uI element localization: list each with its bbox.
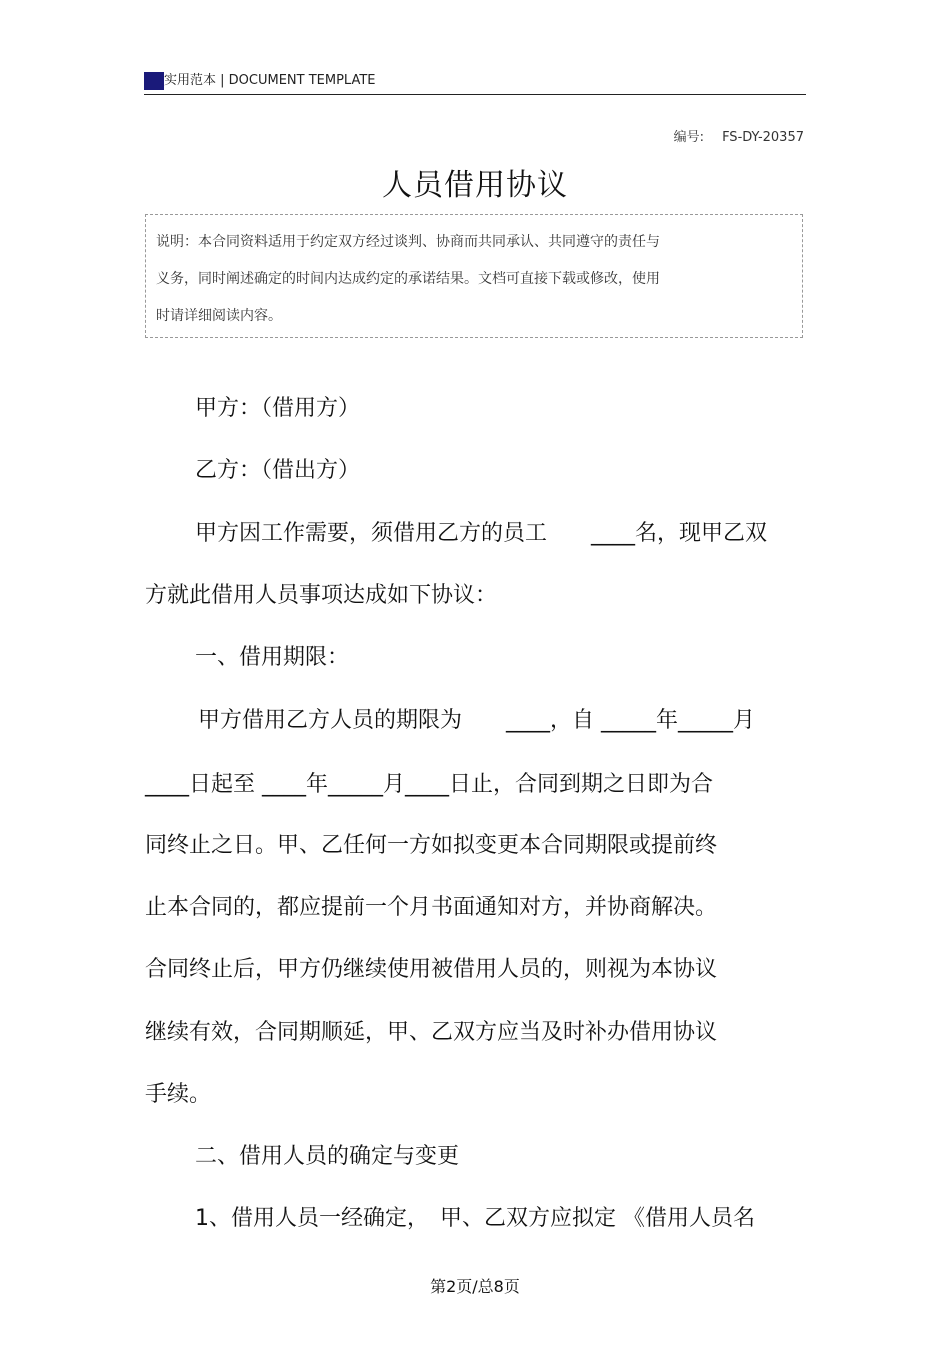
header-text: 实用范本 | DOCUMENT TEMPLATE	[164, 73, 376, 88]
party-b-line: 乙方：（借出方）	[195, 458, 361, 483]
document-number-value: FS-DY-20357	[722, 130, 804, 145]
section-heading: 一、借用期限：	[195, 645, 350, 670]
body-line: 手续。	[145, 1082, 212, 1107]
page-title: 人员借用协议	[382, 168, 568, 203]
document-number-label: 编号:	[673, 130, 705, 145]
document-number	[674, 126, 804, 145]
body-line: 甲方借用乙方人员的期限为 ____，自 _____年_____月	[198, 708, 755, 733]
body-line: 合同终止后，甲方仍继续使用被借用人员的，则视为本协议	[145, 957, 718, 982]
body-line: 甲方因工作需要，须借用乙方的员工 ____名，现甲乙双	[195, 521, 768, 546]
party-a-line: 甲方：（借用方）	[195, 396, 361, 421]
body-line: 同终止之日。甲、乙任何一方如拟变更本合同期限或提前终	[145, 833, 718, 858]
note-line: 义务，同时阐述确定的时间内达成约定的承诺结果。文档可直接下载或修改，使用	[156, 271, 660, 287]
note-line: 说明：本合同资料适用于约定双方经过谈判、协商而共同承认、共同遵守的责任与	[156, 234, 660, 250]
document-header	[144, 68, 806, 95]
body-line: 继续有效，合同期顺延，甲、乙双方应当及时补办借用协议	[145, 1020, 718, 1045]
body-line: ____日起至 ____年_____月____日止，合同到期之日即为合	[145, 772, 713, 797]
note-box	[145, 214, 803, 338]
note-line: 时请详细阅读内容。	[156, 308, 282, 324]
page-indicator: 第2页/总8页	[430, 1277, 520, 1296]
body-line: 止本合同的，都应提前一个月书面通知对方，并协商解决。	[145, 895, 718, 920]
section-heading: 二、借用人员的确定与变更	[195, 1144, 460, 1169]
logo-square-icon	[144, 72, 164, 90]
body-line: 1、借用人员一经确定， 甲、乙双方应拟定 《借用人员名	[195, 1206, 755, 1231]
body-line: 方就此借用人员事项达成如下协议：	[145, 583, 498, 608]
